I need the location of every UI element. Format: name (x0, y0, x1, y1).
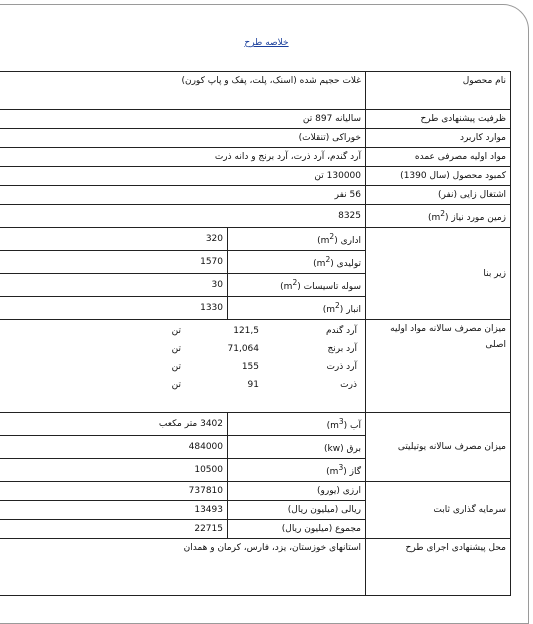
value-capacity: سالیانه 897 تن (0, 110, 366, 129)
util-power-unit-base: (kw) (324, 444, 344, 454)
util-gas-unit (326, 463, 347, 477)
summary-table (0, 71, 511, 596)
label-infrastructure: زیر بنا (366, 228, 511, 320)
util-gas-unit-close: ) (343, 467, 347, 477)
infra-office-unit-sup: 2 (329, 232, 335, 241)
util-water-unit-sup: 3 (338, 417, 344, 426)
infra-facilities-unit-close: ) (297, 282, 301, 292)
label-raw-materials: مواد اولیه مصرفی عمده (366, 148, 511, 167)
summary-sheet (0, 71, 511, 568)
raw-item-unit: تن (171, 326, 181, 336)
label-investment: سرمایه گذاری ثابت (366, 482, 511, 539)
land-unit (427, 209, 449, 223)
value-shortage: 130000 تن (0, 167, 366, 186)
raw-item-value: 121,5 (233, 326, 259, 336)
infra-production-name (228, 251, 366, 274)
infra-production-unit-base: (m (313, 259, 326, 269)
invest-rial-value: 13493 (0, 501, 228, 520)
row-shortage (0, 167, 511, 186)
util-water-name (228, 413, 366, 436)
raw-item-name: ذرت (340, 380, 357, 390)
infra-facilities-value: 30 (0, 274, 228, 297)
raw-item (0, 376, 361, 394)
infra-production-unit (313, 255, 334, 269)
raw-item-name: آرد برنج (327, 344, 357, 354)
util-power-name (228, 436, 366, 459)
infra-warehouse-name (228, 297, 366, 320)
infra-office-unit-close: ) (334, 236, 338, 246)
value-raw-materials: آرد گندم، آرد ذرت، آرد برنج و دانه ذرت (0, 148, 366, 167)
raw-item-unit: تن (171, 362, 181, 372)
infra-production-unit-sup: 2 (325, 255, 331, 264)
label-land-text: زمین مورد نیاز (451, 213, 506, 223)
util-power-label: برق (346, 444, 361, 454)
raw-item-name: آرد گندم (325, 326, 357, 336)
invest-rial-name: ریالی (میلیون ریال) (228, 501, 366, 520)
infra-office-unit-base: (m (317, 236, 330, 246)
infra-warehouse-unit-close: ) (339, 305, 344, 315)
label-location: محل پیشنهادی اجرای طرح (366, 539, 511, 596)
util-water-unit (326, 417, 348, 431)
row-location (0, 539, 511, 596)
infra-warehouse-unit-base: (m (322, 305, 336, 315)
util-gas-label: گاز (349, 467, 361, 477)
util-power-unit (324, 444, 344, 454)
raw-item-value: 155 (241, 362, 259, 372)
raw-item-name: آرد ذرت (326, 362, 357, 372)
land-unit-sup: 2 (440, 209, 446, 218)
util-gas-name (228, 459, 366, 482)
infra-office-value: 320 (0, 228, 228, 251)
raw-item-unit: تن (171, 344, 181, 354)
raw-item-unit: تن (171, 380, 181, 390)
land-unit-close: ) (445, 213, 449, 223)
util-water-unit-close: ) (343, 421, 348, 431)
label-shortage: کمبود محصول (سال 1390) (366, 167, 511, 186)
raw-item-value: 71,064 (227, 344, 259, 354)
infra-facilities-unit-base: (m (280, 282, 293, 292)
label-utilities: میزان مصرف سالانه یوتیلیتی (366, 413, 511, 482)
infra-production-label: تولیدی (336, 259, 361, 269)
row-employment (0, 186, 511, 205)
row-capacity (0, 110, 511, 129)
invest-total-name: مجموع (میلیون ریال) (228, 520, 366, 539)
row-product-name (0, 72, 511, 110)
row-annual-raw (0, 320, 511, 413)
infra-facilities-label: سوله تاسیسات (303, 282, 361, 292)
infra-facilities-unit-sup: 2 (292, 278, 298, 287)
value-product-name: غلات حجیم شده (اسنک، پلت، پفک و پاپ کورن) (0, 72, 366, 110)
value-usage: خوراکی (تنقلات) (0, 129, 366, 148)
invest-foreign-value: 737810 (0, 482, 228, 501)
annual-raw-cell (0, 320, 366, 413)
util-power-value: 484000 (0, 436, 228, 459)
label-employment: اشتغال زایی (نفر) (366, 186, 511, 205)
label-land (366, 205, 511, 228)
util-water-unit-base: (m (326, 421, 339, 431)
label-usage: موارد کاربرد (366, 129, 511, 148)
raw-item (0, 358, 361, 376)
util-gas-unit-sup: 3 (338, 463, 344, 472)
row-invest-foreign (0, 482, 511, 501)
infra-warehouse-value: 1330 (0, 297, 228, 320)
document-title: خلاصه طرح (244, 38, 289, 48)
util-water-value: 3402 متر مکعب (0, 413, 228, 436)
invest-foreign-name: ارزی (یورو) (228, 482, 366, 501)
infra-warehouse-unit (322, 301, 344, 315)
util-gas-unit-base: (m (326, 467, 339, 477)
row-usage (0, 129, 511, 148)
infra-facilities-name (228, 274, 366, 297)
value-employment: 56 نفر (0, 186, 366, 205)
row-util-water (0, 413, 511, 436)
infra-office-name (228, 228, 366, 251)
raw-item-value: 91 (247, 380, 259, 390)
infra-production-value: 1570 (0, 251, 228, 274)
value-land: 8325 (0, 205, 366, 228)
util-water-label: آب (350, 421, 361, 431)
util-gas-value: 10500 (0, 459, 228, 482)
raw-item (0, 340, 361, 358)
infra-facilities-unit (280, 278, 301, 292)
row-land (0, 205, 511, 228)
infra-office-label: اداری (340, 236, 361, 246)
raw-item (0, 322, 361, 340)
label-annual-raw: میزان مصرف سالانه مواد اولیه اصلی (366, 320, 511, 413)
label-capacity: ظرفیت پیشنهادی طرح (366, 110, 511, 129)
infra-office-unit (317, 232, 338, 246)
label-product-name: نام محصول (366, 72, 511, 110)
infra-production-unit-close: ) (330, 259, 334, 269)
row-infra-office (0, 228, 511, 251)
land-unit-base: (m (427, 213, 441, 223)
value-location: استانهای خوزستان، یزد، فارس، کرمان و همدان (0, 539, 366, 596)
invest-total-value: 22715 (0, 520, 228, 539)
row-raw-materials (0, 148, 511, 167)
annual-raw-grid (0, 322, 361, 394)
infra-warehouse-label: انبار (346, 305, 361, 315)
infra-warehouse-unit-sup: 2 (335, 301, 340, 310)
